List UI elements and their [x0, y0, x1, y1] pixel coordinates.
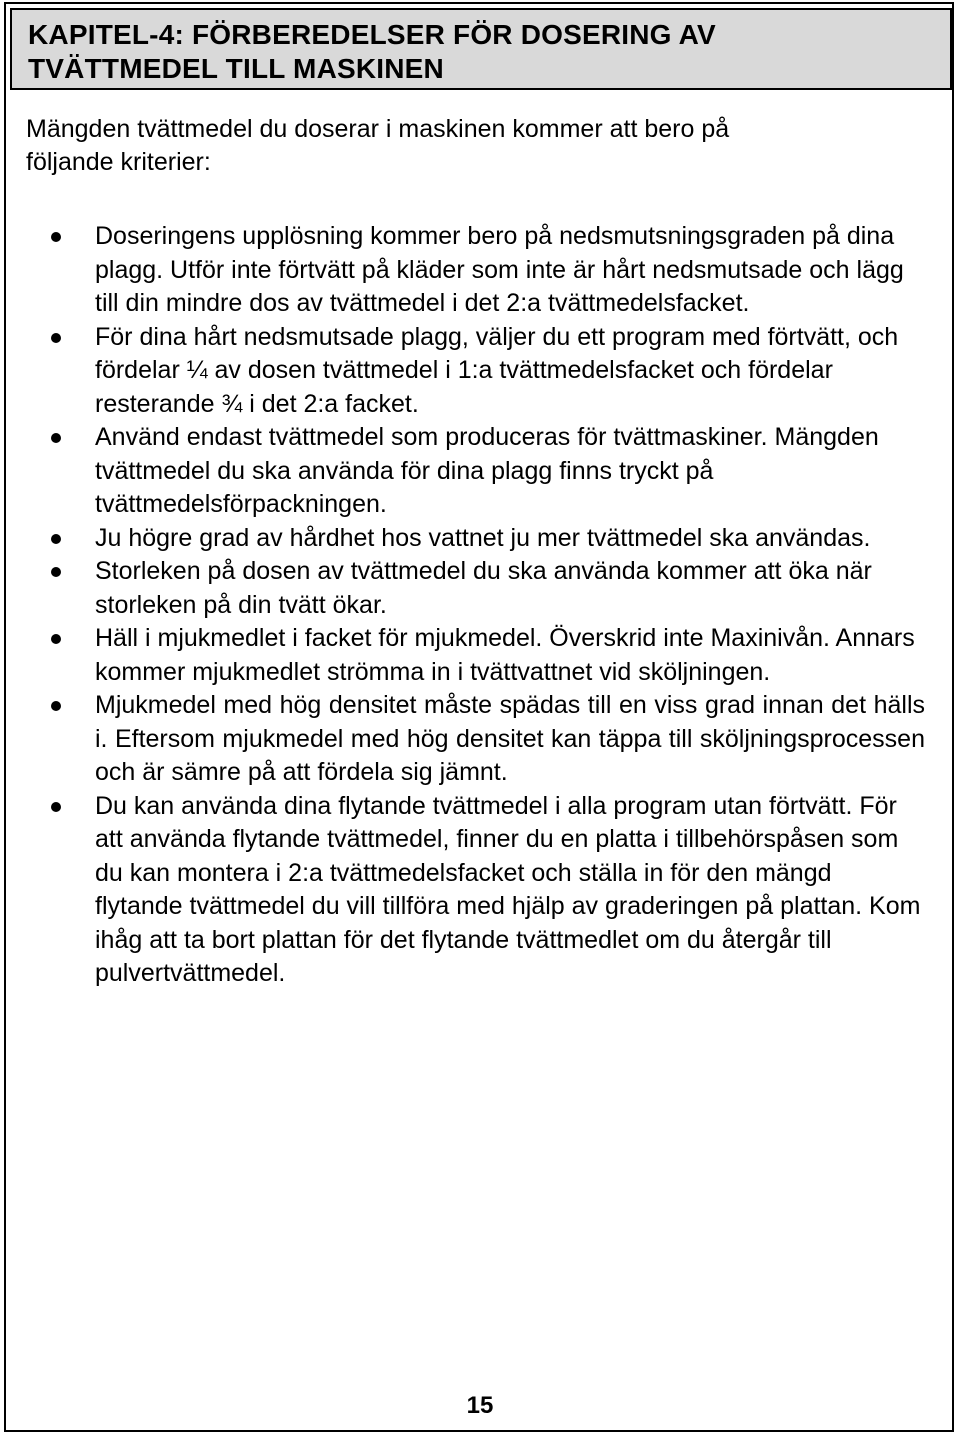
list-item: [0, 321, 925, 422]
bullet-icon: [51, 634, 61, 644]
list-item-text: Storleken på dosen av tvättmedel du ska använda kommer att öka när storleken på din tvätt ökar.: [95, 557, 872, 619]
intro-paragraph: [26, 113, 926, 179]
list-item-text: Ju högre grad av hårdhet hos vattnet ju mer tvättmedel ska användas.: [95, 523, 871, 552]
chapter-title-line-2: TVÄTTMEDEL TILL MASKINEN: [28, 53, 444, 84]
list-item-text: För dina hårt nedsmutsade plagg, väljer du ett program med förtvätt, och fördelar ¼ av dosen tvättmedel i 1:a tvättmedelsfacket och fördelar resterande ¾ i det 2:a facket.: [95, 322, 899, 418]
intro-line-2: följande kriterier:: [26, 148, 211, 176]
list-item: [0, 790, 925, 991]
list-item-text: Häll i mjukmedlet i facket för mjukmedel. Överskrid inte Maxinivån. Annars kommer mjukmedlet strömma in i tvättvattnet vid sköljningen.: [95, 624, 915, 686]
list-item-text: Doseringens upplösning kommer bero på nedsmutsningsgraden på dina plagg. Utför inte förtvätt på kläder som inte är hårt nedsmutsade och lägg till din mindre dos av tvättmedel i det 2:a tvättmedelsfacket.: [95, 222, 904, 317]
list-item: [0, 689, 925, 790]
chapter-title-line-1: KAPITEL-4: FÖRBEREDELSER FÖR DOSERING AV: [28, 19, 716, 50]
list-item: [0, 522, 925, 556]
bullet-icon: [51, 534, 61, 544]
list-item-text: Du kan använda dina flytande tvättmedel i alla program utan förtvätt. För att använda flytande tvättmedel, finner du en platta i tillbehörspåsen som du kan montera i 2:a tvättmedelsfacket och ställa in för den mängd flytande tvättmedel du vill tillföra med hjälp av graderingen på plattan. Kom ihåg att ta bort plattan för det flytande tvättmedlet om du återgår till pulvertvättmedel.: [95, 791, 921, 987]
chapter-title: [28, 18, 928, 86]
list-item: [0, 622, 925, 689]
bullet-icon: [51, 232, 61, 242]
list-item: [0, 220, 925, 321]
page-number: 15: [466, 1392, 494, 1419]
list-item-text: Använd endast tvättmedel som produceras för tvättmaskiner. Mängden tvättmedel du ska använda för dina plagg finns tryckt på tvättmedelsförpackningen.: [95, 423, 879, 518]
chapter-header: [10, 8, 952, 90]
bullet-icon: [51, 701, 61, 711]
bullet-icon: [51, 433, 61, 443]
bullet-icon: [51, 333, 61, 343]
list-item: [0, 421, 925, 522]
bullet-icon: [51, 567, 61, 577]
list-item: [0, 555, 925, 622]
bullet-icon: [51, 802, 61, 812]
criteria-list: [0, 220, 960, 991]
list-item-text: Mjukmedel med hög densitet måste spädas till en viss grad innan det hälls i. Eftersom mjukmedel med hög densitet kan täppa till sköljningsprocessen och är sämre på att fördela sig jämnt.: [95, 691, 925, 786]
intro-line-1: Mängden tvättmedel du doserar i maskinen kommer att bero på: [26, 115, 730, 143]
